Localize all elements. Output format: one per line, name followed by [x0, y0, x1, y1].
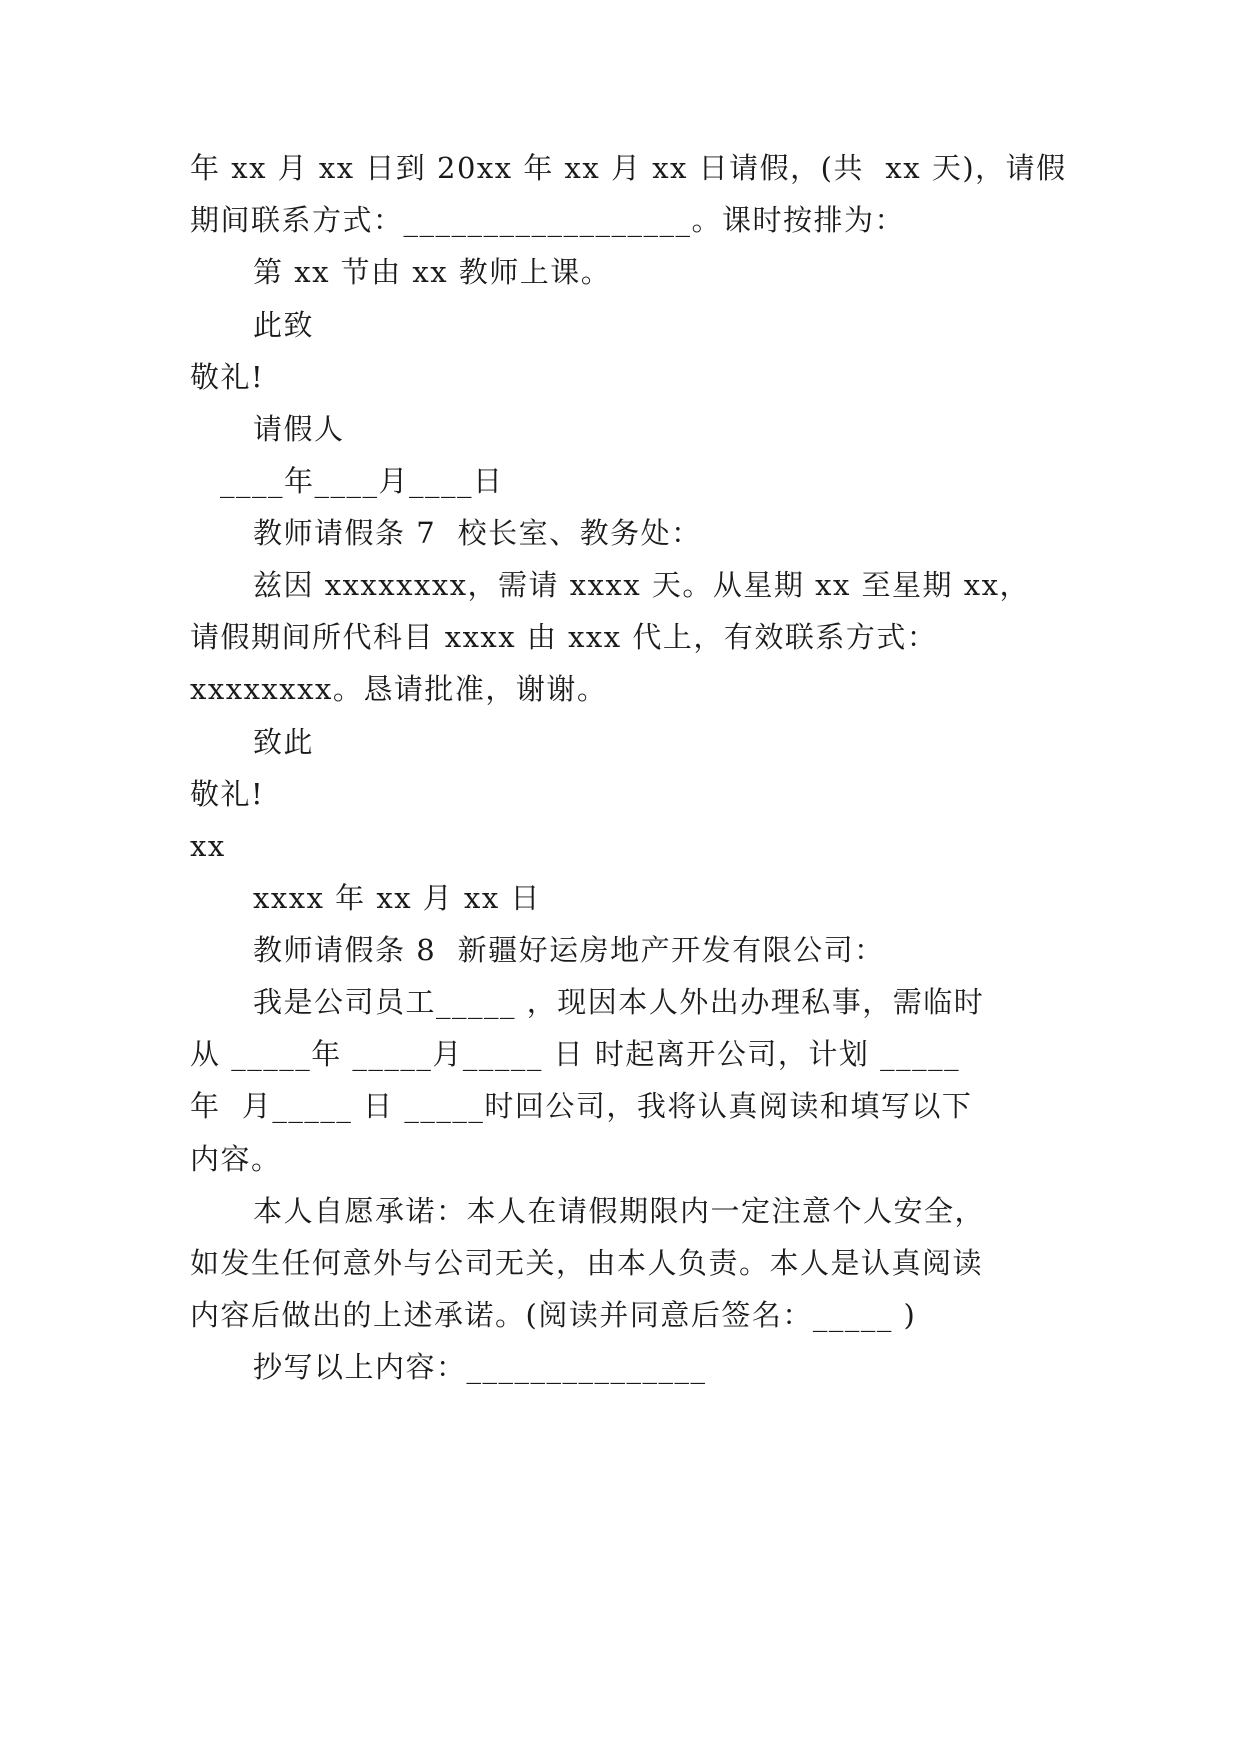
- text-line: 本人自愿承诺：本人在请假期限内一定注意个人安全，: [253, 1194, 986, 1228]
- text-line: xxxxxxxx。恳请批准，谢谢。: [190, 672, 608, 706]
- text-line: 第 xx 节由 xx 教师上课。: [253, 255, 612, 289]
- section-heading: 教师请假条 8 新疆好运房地产开发有限公司：: [253, 933, 885, 967]
- text-line: 敬礼!: [190, 777, 265, 811]
- section-heading: 教师请假条 7 校长室、教务处：: [253, 516, 702, 550]
- text-line: 如发生任何意外与公司无关，由本人负责。本人是认真阅读: [190, 1246, 984, 1280]
- text-line: 兹因 xxxxxxxx，需请 xxxx 天。从星期 xx 至星期 xx，: [253, 568, 1030, 602]
- text-line: 抄写以上内容：_______________: [253, 1350, 707, 1384]
- text-line: 内容。: [190, 1142, 282, 1176]
- text-line: 年 月_____ 日 _____时回公司，我将认真阅读和填写以下: [190, 1089, 973, 1123]
- date-line: ____年____月____日: [220, 464, 504, 498]
- date-line: xxxx 年 xx 月 xx 日: [253, 881, 541, 915]
- text-line: 从 _____年 _____月_____ 日 时起离开公司，计划 _____: [190, 1037, 961, 1071]
- text-line: 请假期间所代科目 xxxx 由 xxx 代上，有效联系方式：: [190, 620, 938, 654]
- text-line: 年 xx 月 xx 日到 20xx 年 xx 月 xx 日请假，(共 xx 天)，请假: [190, 151, 1067, 185]
- text-line: 此致: [253, 308, 315, 342]
- text-line: 期间联系方式：__________________。课时按排为：: [190, 203, 906, 237]
- text-line: 我是公司员工_____ ，现因本人外出办理私事，需临时: [253, 985, 985, 1019]
- text-line: 敬礼!: [190, 360, 265, 394]
- text-line: 致此: [253, 725, 315, 759]
- text-line: xx: [190, 829, 226, 863]
- text-line: 请假人: [253, 412, 345, 446]
- text-line: 内容后做出的上述承诺。(阅读并同意后签名：_____ ): [190, 1298, 917, 1332]
